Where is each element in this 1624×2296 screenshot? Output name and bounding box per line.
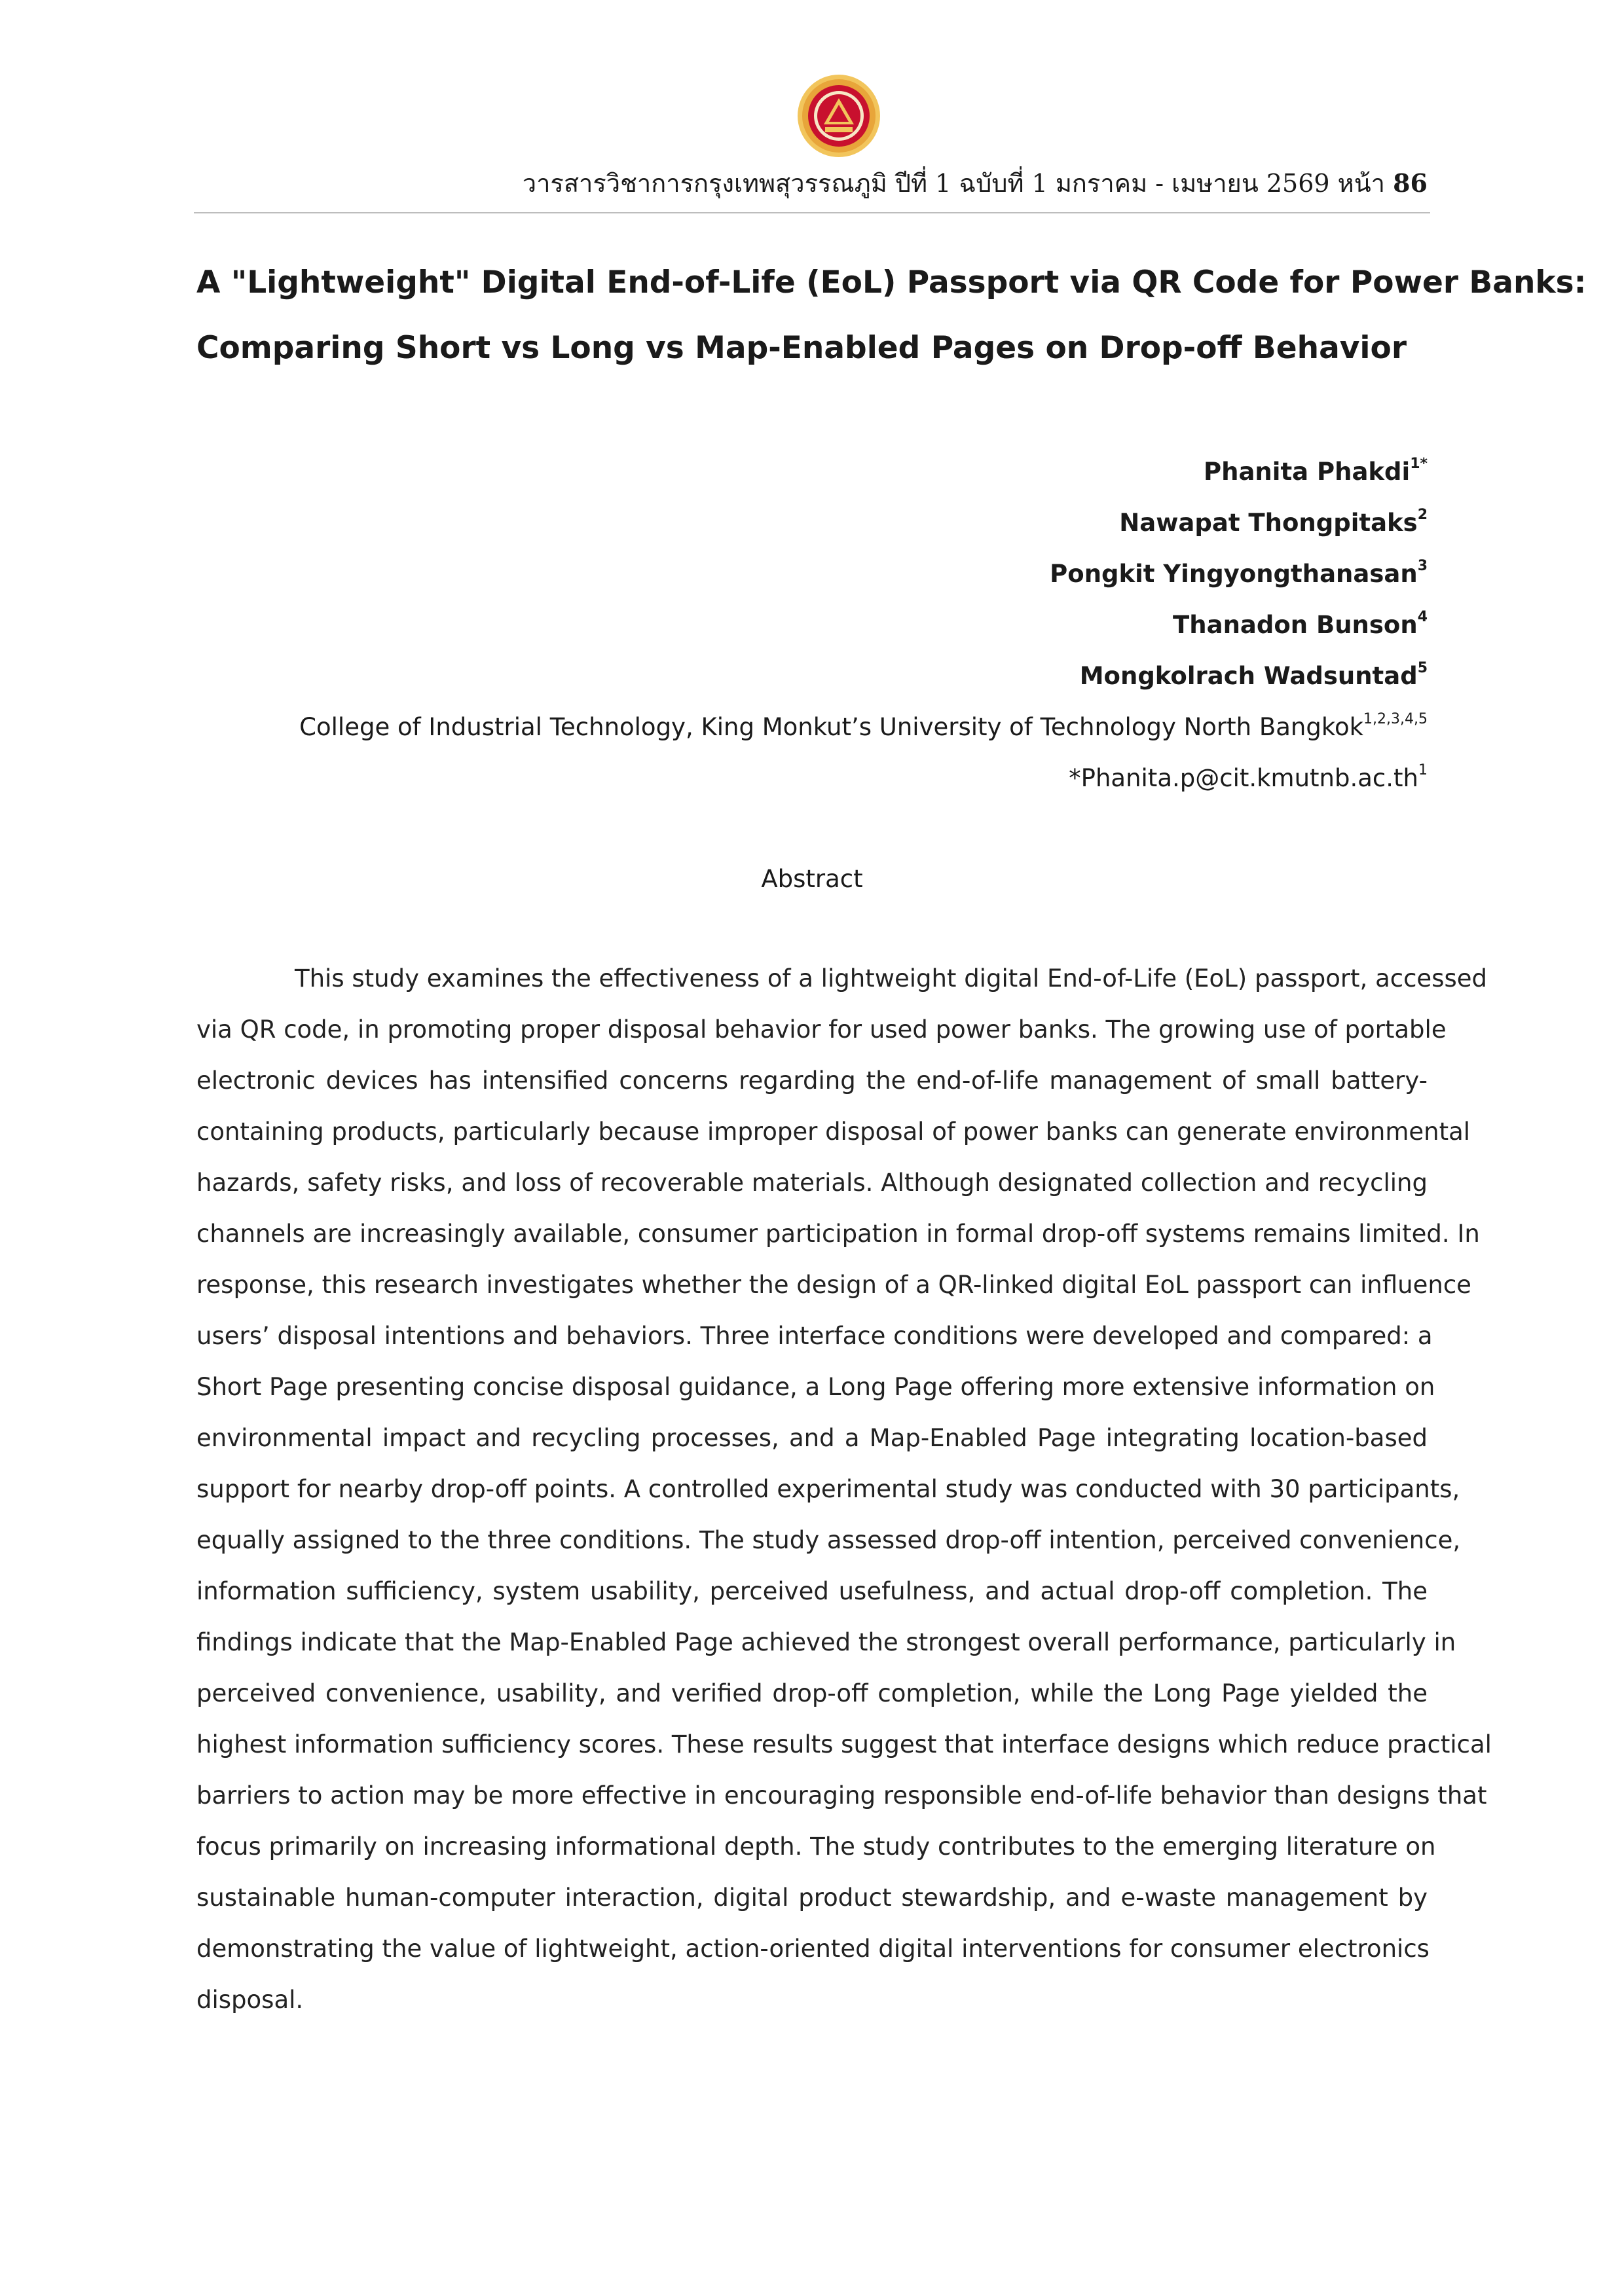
corresponding-email	[299, 753, 1428, 804]
email-mark: 1	[1418, 762, 1428, 778]
author	[299, 549, 1428, 600]
paper-title-line-1: A "Lightweight" Digital End-of-Life (EoL) Passport via QR Code for Power Banks:	[196, 264, 1587, 301]
author	[299, 651, 1428, 702]
abstract-line: electronic devices has intensified concerns regarding the end-of-life management of small battery-	[196, 1066, 1428, 1095]
abstract-line: users’ disposal intentions and behaviors. Three interface conditions were developed and compared: a	[196, 1322, 1433, 1350]
author-name: Nawapat Thongpitaks	[1119, 509, 1418, 537]
abstract-line: sustainable human-computer interaction, digital product stewardship, and e-waste management by	[196, 1884, 1428, 1912]
page-number: 86	[1393, 168, 1428, 198]
author-affiliation-mark: 1*	[1410, 456, 1428, 472]
abstract-line: via QR code, in promoting proper disposal behavior for used power banks. The growing use of portable	[196, 1015, 1447, 1044]
abstract-line: Short Page presenting concise disposal guidance, a Long Page offering more extensive information on	[196, 1373, 1435, 1401]
author-affiliation-mark: 5	[1417, 660, 1428, 676]
abstract-line: hazards, safety risks, and loss of recoverable materials. Although designated collection and recycling	[196, 1169, 1428, 1197]
abstract-line: highest information sufficiency scores. These results suggest that interface designs which reduce practical	[196, 1730, 1492, 1758]
paper-title	[196, 250, 1587, 381]
email-text: *Phanita.p@cit.kmutnb.ac.th	[1069, 764, 1418, 792]
abstract-body	[196, 953, 1492, 2026]
journal-issue-line: วารสารวิชาการกรุงเทพสุวรรณภูมิ ปีที่ 1 ฉบับที่ 1 มกราคม - เมษายน 2569 หน้า	[522, 169, 1393, 198]
abstract-line: information sufficiency, system usability, perceived usefulness, and actual drop-off completion. The	[196, 1577, 1428, 1605]
affiliation	[299, 702, 1428, 753]
journal-seal-icon	[796, 73, 881, 158]
author-affiliation-mark: 3	[1417, 558, 1428, 574]
author-name: Thanadon Bunson	[1173, 611, 1418, 639]
author-affiliation-mark: 2	[1417, 507, 1428, 523]
journal-seal-logo	[796, 73, 881, 158]
abstract-line: equally assigned to the three conditions. The study assessed drop-off intention, perceived convenience,	[196, 1526, 1461, 1554]
abstract-line: This study examines the effectiveness of a lightweight digital End-of-Life (EoL) passport, accessed	[295, 964, 1488, 993]
abstract-line: response, this research investigates whether the design of a QR-linked digital EoL passport can influence	[196, 1271, 1471, 1299]
abstract-line: disposal.	[196, 1986, 304, 2014]
abstract-heading: Abstract	[761, 865, 863, 893]
paper-title-line-2: Comparing Short vs Long vs Map-Enabled Pages on Drop-off Behavior	[196, 330, 1407, 366]
abstract-line: channels are increasingly available, consumer participation in formal drop-off systems remains limited. In	[196, 1220, 1480, 1248]
affiliation-text: College of Industrial Technology, King Monkut’s University of Technology North Bangkok	[299, 713, 1364, 741]
abstract-line: barriers to action may be more effective in encouraging responsible end-of-life behavior than designs that	[196, 1781, 1487, 1810]
abstract-line: perceived convenience, usability, and verified drop-off completion, while the Long Page yielded the	[196, 1679, 1428, 1707]
header-divider	[194, 212, 1430, 213]
author-name: Phanita Phakdi	[1204, 458, 1411, 486]
running-header	[523, 164, 1428, 203]
author-name: Mongkolrach Wadsuntad	[1079, 662, 1418, 690]
author	[299, 600, 1428, 651]
abstract-line: environmental impact and recycling processes, and a Map-Enabled Page integrating location-based	[196, 1424, 1428, 1452]
affiliation-marks: 1,2,3,4,5	[1363, 711, 1428, 727]
abstract-line: focus primarily on increasing informational depth. The study contributes to the emerging literature on	[196, 1832, 1436, 1861]
abstract-line: containing products, particularly because improper disposal of power banks can generate environmental	[196, 1118, 1471, 1146]
abstract-line: findings indicate that the Map-Enabled Page achieved the strongest overall performance, particularly in	[196, 1628, 1456, 1656]
abstract-line: support for nearby drop-off points. A controlled experimental study was conducted with 30 participants,	[196, 1475, 1460, 1503]
author	[299, 498, 1428, 549]
author	[299, 446, 1428, 498]
author-block	[299, 446, 1428, 804]
author-name: Pongkit Yingyongthanasan	[1050, 560, 1418, 588]
abstract-line: demonstrating the value of lightweight, action-oriented digital interventions for consumer electronics	[196, 1935, 1430, 1963]
author-affiliation-mark: 4	[1417, 609, 1428, 625]
